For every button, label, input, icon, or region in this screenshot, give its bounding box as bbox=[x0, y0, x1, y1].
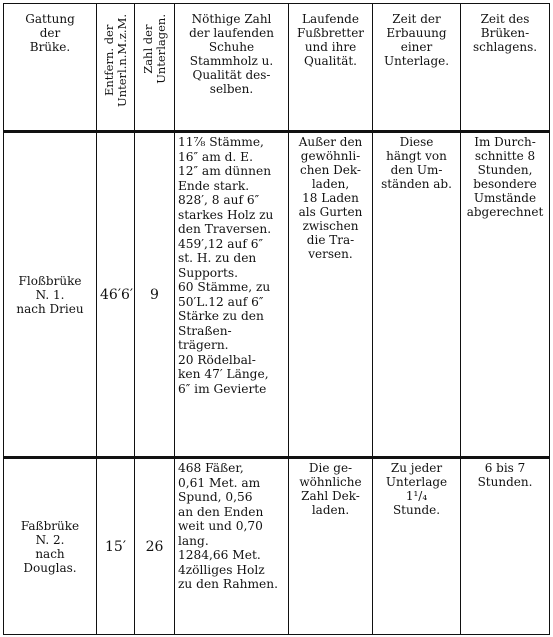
cell-gattung: Floßbrüke N. 1. nach Drieu bbox=[4, 132, 97, 458]
header-entfernung-cell bbox=[97, 4, 135, 132]
cell-entfernung: 15′ bbox=[97, 458, 135, 635]
header-holz: Nöthige Zahl der laufenden Schuhe Stammholz u. Qualität des- selben. bbox=[175, 4, 289, 132]
cell-zahl: 9 bbox=[135, 132, 175, 458]
header-zahl-cell bbox=[135, 4, 175, 132]
cell-gattung: Faßbrüke N. 2. nach Douglas. bbox=[4, 458, 97, 635]
table-row bbox=[4, 132, 550, 458]
header-zeit-schlagen: Zeit des Brüken- schlagens. bbox=[461, 4, 550, 132]
header-zeit-unterlage: Zeit der Erbauung einer Unterlage. bbox=[373, 4, 461, 132]
header-bretter: Laufende Fußbretter und ihre Qualität. bbox=[289, 4, 373, 132]
table-row bbox=[4, 458, 550, 635]
header-entfernung: Entfern. der Unterl.n.M.z.M. bbox=[101, 14, 129, 107]
header-zahl: Zahl der Unterlagen. bbox=[140, 14, 168, 84]
cell-zeit-unterlage: Zu jeder Unterlage 1¹/₄ Stunde. bbox=[373, 458, 461, 635]
cell-entfernung: 46′6′ bbox=[97, 132, 135, 458]
cell-bretter: Außer den gewöhnli- chen Dek- laden, 18 Laden als Gurten zwischen die Tra- versen. bbox=[289, 132, 373, 458]
cell-holz: 468 Fäßer, 0,61 Met. am Spund, 0,56 an den Enden weit und 0,70 lang. 1284,66 Met. 4zölliges Holz zu den Rahmen. bbox=[175, 458, 289, 635]
header-row bbox=[4, 4, 550, 132]
cell-zeit-schlagen: Im Durch- schnitte 8 Stunden, besondere Umstände abgerechnet bbox=[461, 132, 550, 458]
cell-zahl: 26 bbox=[135, 458, 175, 635]
cell-holz: 11⅞ Stämme, 16″ am d. E. 12″ am dünnen Ende stark. 828′, 8 auf 6″ starkes Holz zu den Traversen. 459′,12 auf 6″ st. H. zu den Supports. 60 Stämme, zu 50′L.12 auf 6″ Stärke zu den Straßen- trägern. 20 Rödelbal- ken 47′ Länge, 6″ im Gevierte bbox=[175, 132, 289, 458]
bridge-table bbox=[3, 3, 550, 635]
cell-zeit-schlagen: 6 bis 7 Stunden. bbox=[461, 458, 550, 635]
document-page bbox=[3, 3, 549, 634]
header-gattung: Gattung der Brüke. bbox=[4, 4, 97, 132]
cell-zeit-unterlage: Diese hängt von den Um- ständen ab. bbox=[373, 132, 461, 458]
cell-bretter: Die ge- wöhnliche Zahl Dek- laden. bbox=[289, 458, 373, 635]
